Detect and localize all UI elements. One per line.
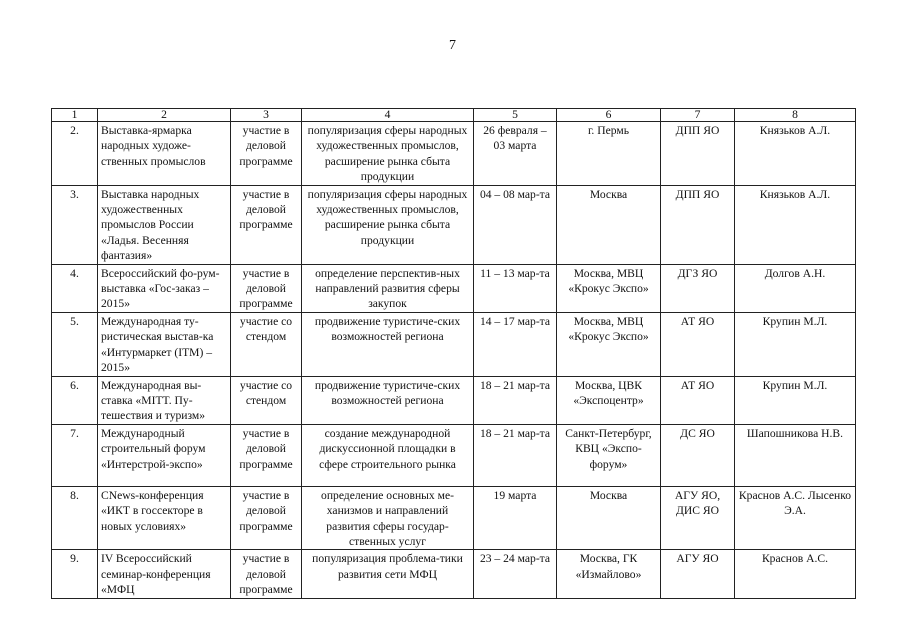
event-goal: определение основных ме-ханизмов и направлений развития сферы государ-ственных услуг bbox=[302, 486, 474, 550]
header-row bbox=[52, 109, 856, 122]
row-number: 7. bbox=[52, 424, 98, 486]
responsible-person: Краснов А.С. Лысенко Э.А. bbox=[735, 486, 856, 550]
event-name: Всероссийский фо-рум-выставка «Гос-заказ – 2015» bbox=[98, 264, 231, 312]
participation-form: участие со стендом bbox=[231, 376, 302, 424]
row-number: 9. bbox=[52, 550, 98, 598]
responsible-dept: АГУ ЯО, ДИС ЯО bbox=[661, 486, 735, 550]
responsible-person: Шапошникова Н.В. bbox=[735, 424, 856, 486]
event-place: Москва bbox=[557, 486, 661, 550]
responsible-person: Краснов А.С. bbox=[735, 550, 856, 598]
responsible-person: Князьков А.Л. bbox=[735, 122, 856, 186]
table-row bbox=[52, 486, 856, 550]
event-place: Москва, МВЦ «Крокус Экспо» bbox=[557, 312, 661, 376]
event-date: 19 марта bbox=[474, 486, 557, 550]
event-name: Международная вы-ставка «MITT. Пу-тешествия и туризм» bbox=[98, 376, 231, 424]
event-name: IV Всероссийский семинар-конференция «МФЦ bbox=[98, 550, 231, 598]
responsible-dept: ДПП ЯО bbox=[661, 122, 735, 186]
responsible-dept: АТ ЯО bbox=[661, 312, 735, 376]
event-goal: продвижение туристиче-ских возможностей региона bbox=[302, 376, 474, 424]
participation-form: участие в деловой программе bbox=[231, 185, 302, 264]
responsible-dept: АГУ ЯО bbox=[661, 550, 735, 598]
event-name: Международная ту-ристическая выстав-ка «Интурмаркет (ITM) – 2015» bbox=[98, 312, 231, 376]
column-header: 5 bbox=[474, 109, 557, 122]
table-row bbox=[52, 424, 856, 486]
table-row bbox=[52, 185, 856, 264]
event-date: 23 – 24 мар-та bbox=[474, 550, 557, 598]
row-number: 6. bbox=[52, 376, 98, 424]
event-name: Выставка-ярмарка народных художе-ственных промыслов bbox=[98, 122, 231, 186]
event-name: CNews-конференция «ИКТ в госсекторе в новых условиях» bbox=[98, 486, 231, 550]
event-goal: популяризация проблема-тики развития сети МФЦ bbox=[302, 550, 474, 598]
event-place: г. Пермь bbox=[557, 122, 661, 186]
event-date: 14 – 17 мар-та bbox=[474, 312, 557, 376]
event-goal: продвижение туристиче-ских возможностей региона bbox=[302, 312, 474, 376]
event-date: 04 – 08 мар-та bbox=[474, 185, 557, 264]
row-number: 4. bbox=[52, 264, 98, 312]
responsible-person: Крупин М.Л. bbox=[735, 376, 856, 424]
responsible-dept: ДС ЯО bbox=[661, 424, 735, 486]
participation-form: участие в деловой программе bbox=[231, 486, 302, 550]
event-place: Москва bbox=[557, 185, 661, 264]
column-header: 2 bbox=[98, 109, 231, 122]
event-place: Москва, ГК «Измайлово» bbox=[557, 550, 661, 598]
participation-form: участие в деловой программе bbox=[231, 550, 302, 598]
table-row bbox=[52, 264, 856, 312]
row-number: 3. bbox=[52, 185, 98, 264]
responsible-person: Долгов А.Н. bbox=[735, 264, 856, 312]
column-header: 7 bbox=[661, 109, 735, 122]
row-number: 2. bbox=[52, 122, 98, 186]
table-row bbox=[52, 376, 856, 424]
event-place: Москва, МВЦ «Крокус Экспо» bbox=[557, 264, 661, 312]
participation-form: участие со стендом bbox=[231, 312, 302, 376]
event-goal: популяризация сферы народных художественных промыслов, расширение рынка сбыта продукции bbox=[302, 185, 474, 264]
table-row bbox=[52, 122, 856, 186]
responsible-person: Князьков А.Л. bbox=[735, 185, 856, 264]
responsible-person: Крупин М.Л. bbox=[735, 312, 856, 376]
event-date: 11 – 13 мар-та bbox=[474, 264, 557, 312]
event-name: Выставка народных художественных промыслов России «Ладья. Весенняя фантазия» bbox=[98, 185, 231, 264]
responsible-dept: ДГЗ ЯО bbox=[661, 264, 735, 312]
row-number: 8. bbox=[52, 486, 98, 550]
event-place: Санкт-Петербург, КВЦ «Экспо-форум» bbox=[557, 424, 661, 486]
table-row bbox=[52, 312, 856, 376]
responsible-dept: ДПП ЯО bbox=[661, 185, 735, 264]
row-number: 5. bbox=[52, 312, 98, 376]
event-date: 26 февраля – 03 марта bbox=[474, 122, 557, 186]
events-table bbox=[51, 108, 856, 599]
event-date: 18 – 21 мар-та bbox=[474, 376, 557, 424]
column-header: 8 bbox=[735, 109, 856, 122]
table-row bbox=[52, 550, 856, 598]
event-goal: популяризация сферы народных художественных промыслов, расширение рынка сбыта продукции bbox=[302, 122, 474, 186]
participation-form: участие в деловой программе bbox=[231, 122, 302, 186]
participation-form: участие в деловой программе bbox=[231, 264, 302, 312]
participation-form: участие в деловой программе bbox=[231, 424, 302, 486]
event-goal: определение перспектив-ных направлений развития сферы закупок bbox=[302, 264, 474, 312]
event-place: Москва, ЦВК «Экспоцентр» bbox=[557, 376, 661, 424]
column-header: 3 bbox=[231, 109, 302, 122]
column-header: 4 bbox=[302, 109, 474, 122]
event-goal: создание международной дискуссионной площадки в сфере строительного рынка bbox=[302, 424, 474, 486]
event-date: 18 – 21 мар-та bbox=[474, 424, 557, 486]
event-name: Международный строительный форум «Интерстрой-экспо» bbox=[98, 424, 231, 486]
responsible-dept: АТ ЯО bbox=[661, 376, 735, 424]
column-header: 1 bbox=[52, 109, 98, 122]
page-number: 7 bbox=[449, 38, 456, 53]
column-header: 6 bbox=[557, 109, 661, 122]
